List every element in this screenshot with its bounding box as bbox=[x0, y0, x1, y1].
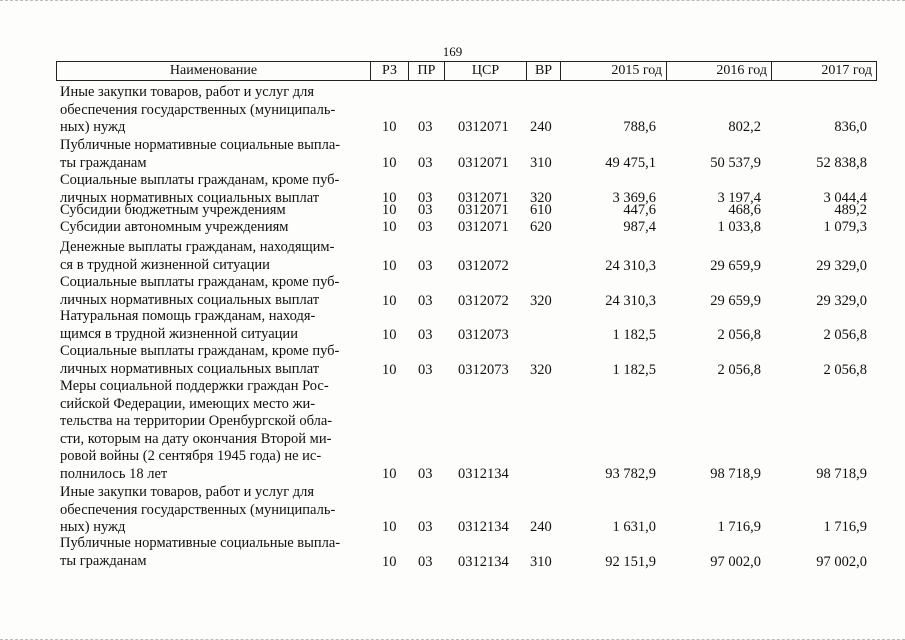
table-row bbox=[56, 219, 877, 236]
row-vr: 240 bbox=[530, 518, 552, 535]
row-rz: 10 bbox=[382, 154, 397, 171]
row-2017: 836,0 bbox=[834, 118, 867, 135]
row-name: Публичные нормативные социальные выпла- ты гражданам bbox=[60, 535, 341, 569]
row-pr: 03 bbox=[418, 118, 433, 135]
row-2016: 1 033,8 bbox=[717, 218, 761, 235]
header-2016: 2016 год bbox=[667, 62, 772, 80]
table-row bbox=[56, 239, 877, 275]
row-rz: 10 bbox=[382, 518, 397, 535]
row-2016: 802,2 bbox=[728, 118, 761, 135]
row-rz: 10 bbox=[382, 292, 397, 309]
row-vr: 320 bbox=[530, 361, 552, 378]
row-pr: 03 bbox=[418, 201, 433, 218]
row-pr: 03 bbox=[418, 553, 433, 570]
row-name: Денежные выплаты гражданам, находящим- ся в трудной жизненной ситуации bbox=[60, 239, 335, 273]
row-csr: 0312071 bbox=[458, 218, 509, 235]
row-name: Натуральная помощь гражданам, находя- щимся в трудной жизненной ситуации bbox=[60, 308, 316, 342]
row-2015: 92 151,9 bbox=[605, 553, 656, 570]
row-2015: 93 782,9 bbox=[605, 465, 656, 482]
row-2015: 1 631,0 bbox=[612, 518, 656, 535]
row-2015: 987,4 bbox=[623, 218, 656, 235]
row-csr: 0312073 bbox=[458, 361, 509, 378]
row-2015: 788,6 bbox=[623, 118, 656, 135]
row-pr: 03 bbox=[418, 154, 433, 171]
row-rz: 10 bbox=[382, 189, 397, 206]
row-rz: 10 bbox=[382, 201, 397, 218]
table-row bbox=[56, 202, 877, 219]
row-name: Иные закупки товаров, работ и услуг для обеспечения государственных (муниципаль- ных) нужд bbox=[60, 84, 336, 135]
row-2016: 468,6 bbox=[728, 201, 761, 218]
header-2017: 2017 год bbox=[821, 63, 872, 78]
row-csr: 0312071 bbox=[458, 154, 509, 171]
row-2016: 1 716,9 bbox=[717, 518, 761, 535]
row-2017: 52 838,8 bbox=[816, 154, 867, 171]
row-2015: 3 369,6 bbox=[612, 189, 656, 206]
page-number: 169 bbox=[442, 44, 463, 59]
row-pr: 03 bbox=[418, 292, 433, 309]
header-csr: ЦСР bbox=[445, 62, 527, 80]
row-2017: 2 056,8 bbox=[823, 326, 867, 343]
row-2016: 3 197,4 bbox=[717, 189, 761, 206]
header-name: Наименование bbox=[57, 62, 371, 80]
row-2017: 1 716,9 bbox=[823, 518, 867, 535]
row-rz: 10 bbox=[382, 465, 397, 482]
row-csr: 0312073 bbox=[458, 326, 509, 343]
row-name: Иные закупки товаров, работ и услуг для обеспечения государственных (муниципаль- ных) нужд bbox=[60, 484, 336, 535]
row-name: Субсидии автономным учреждениям bbox=[60, 219, 289, 235]
row-rz: 10 bbox=[382, 553, 397, 570]
row-2015: 24 310,3 bbox=[605, 292, 656, 309]
row-2015: 447,6 bbox=[623, 201, 656, 218]
row-name: Социальные выплаты гражданам, кроме пуб- личных нормативных социальных выплат bbox=[60, 172, 340, 206]
row-vr: 310 bbox=[530, 154, 552, 171]
row-vr: 240 bbox=[530, 118, 552, 135]
row-name: Публичные нормативные социальные выпла- ты гражданам bbox=[60, 137, 341, 171]
row-name: Субсидии бюджетным учреждениям bbox=[60, 202, 286, 218]
row-csr: 0312134 bbox=[458, 553, 509, 570]
row-vr: 620 bbox=[530, 218, 552, 235]
row-csr: 0312134 bbox=[458, 518, 509, 535]
row-pr: 03 bbox=[418, 189, 433, 206]
row-csr: 0312071 bbox=[458, 118, 509, 135]
header-pr: ПР bbox=[409, 62, 445, 80]
row-vr: 310 bbox=[530, 553, 552, 570]
table-row bbox=[56, 343, 877, 379]
row-2016: 2 056,8 bbox=[717, 326, 761, 343]
row-name: Меры социальной поддержки граждан Рос- сийской Федерации, имеющих место жи- тельства на территории Оренбургской обла- сти, которым на дату окончания Второй ми- ровой войны (2 сентября 1945 года) не ис- полнилось 18 лет bbox=[60, 378, 333, 482]
row-pr: 03 bbox=[418, 257, 433, 274]
row-2015: 1 182,5 bbox=[612, 361, 656, 378]
row-csr: 0312072 bbox=[458, 292, 509, 309]
row-vr: 610 bbox=[530, 201, 552, 218]
row-2015: 49 475,1 bbox=[605, 154, 656, 171]
row-2017: 3 044,4 bbox=[823, 189, 867, 206]
row-2017: 1 079,3 bbox=[823, 218, 867, 235]
row-csr: 0312071 bbox=[458, 201, 509, 218]
row-2017: 29 329,0 bbox=[816, 292, 867, 309]
row-pr: 03 bbox=[418, 361, 433, 378]
table-header bbox=[56, 61, 877, 81]
row-2016: 29 659,9 bbox=[710, 292, 761, 309]
table-row bbox=[56, 535, 877, 571]
scan-edge-top bbox=[0, 0, 905, 3]
row-2016: 29 659,9 bbox=[710, 257, 761, 274]
table-row bbox=[56, 137, 877, 172]
table-row bbox=[56, 274, 877, 310]
row-2016: 98 718,9 bbox=[710, 465, 761, 482]
row-pr: 03 bbox=[418, 218, 433, 235]
table-row bbox=[56, 84, 877, 136]
row-name: Социальные выплаты гражданам, кроме пуб- личных нормативных социальных выплат bbox=[60, 343, 340, 377]
row-2016: 2 056,8 bbox=[717, 361, 761, 378]
row-2017: 98 718,9 bbox=[816, 465, 867, 482]
row-2017: 2 056,8 bbox=[823, 361, 867, 378]
table-row bbox=[56, 484, 877, 536]
row-csr: 0312072 bbox=[458, 257, 509, 274]
row-rz: 10 bbox=[382, 118, 397, 135]
row-pr: 03 bbox=[418, 326, 433, 343]
row-2016: 97 002,0 bbox=[710, 553, 761, 570]
table-row bbox=[56, 308, 877, 344]
row-csr: 0312071 bbox=[458, 189, 509, 206]
row-2017: 29 329,0 bbox=[816, 257, 867, 274]
row-csr: 0312134 bbox=[458, 465, 509, 482]
row-pr: 03 bbox=[418, 465, 433, 482]
row-rz: 10 bbox=[382, 218, 397, 235]
row-2017: 97 002,0 bbox=[816, 553, 867, 570]
row-rz: 10 bbox=[382, 361, 397, 378]
header-vr: ВР bbox=[527, 62, 561, 80]
row-rz: 10 bbox=[382, 257, 397, 274]
row-2016: 50 537,9 bbox=[710, 154, 761, 171]
row-2017: 489,2 bbox=[834, 201, 867, 218]
row-2015: 24 310,3 bbox=[605, 257, 656, 274]
row-name: Социальные выплаты гражданам, кроме пуб- личных нормативных социальных выплат bbox=[60, 274, 340, 308]
row-2015: 1 182,5 bbox=[612, 326, 656, 343]
table-row bbox=[56, 378, 877, 483]
row-rz: 10 bbox=[382, 326, 397, 343]
row-vr: 320 bbox=[530, 292, 552, 309]
row-vr: 320 bbox=[530, 189, 552, 206]
row-pr: 03 bbox=[418, 518, 433, 535]
header-2015: 2015 год bbox=[561, 62, 667, 80]
header-rz: РЗ bbox=[371, 62, 409, 80]
